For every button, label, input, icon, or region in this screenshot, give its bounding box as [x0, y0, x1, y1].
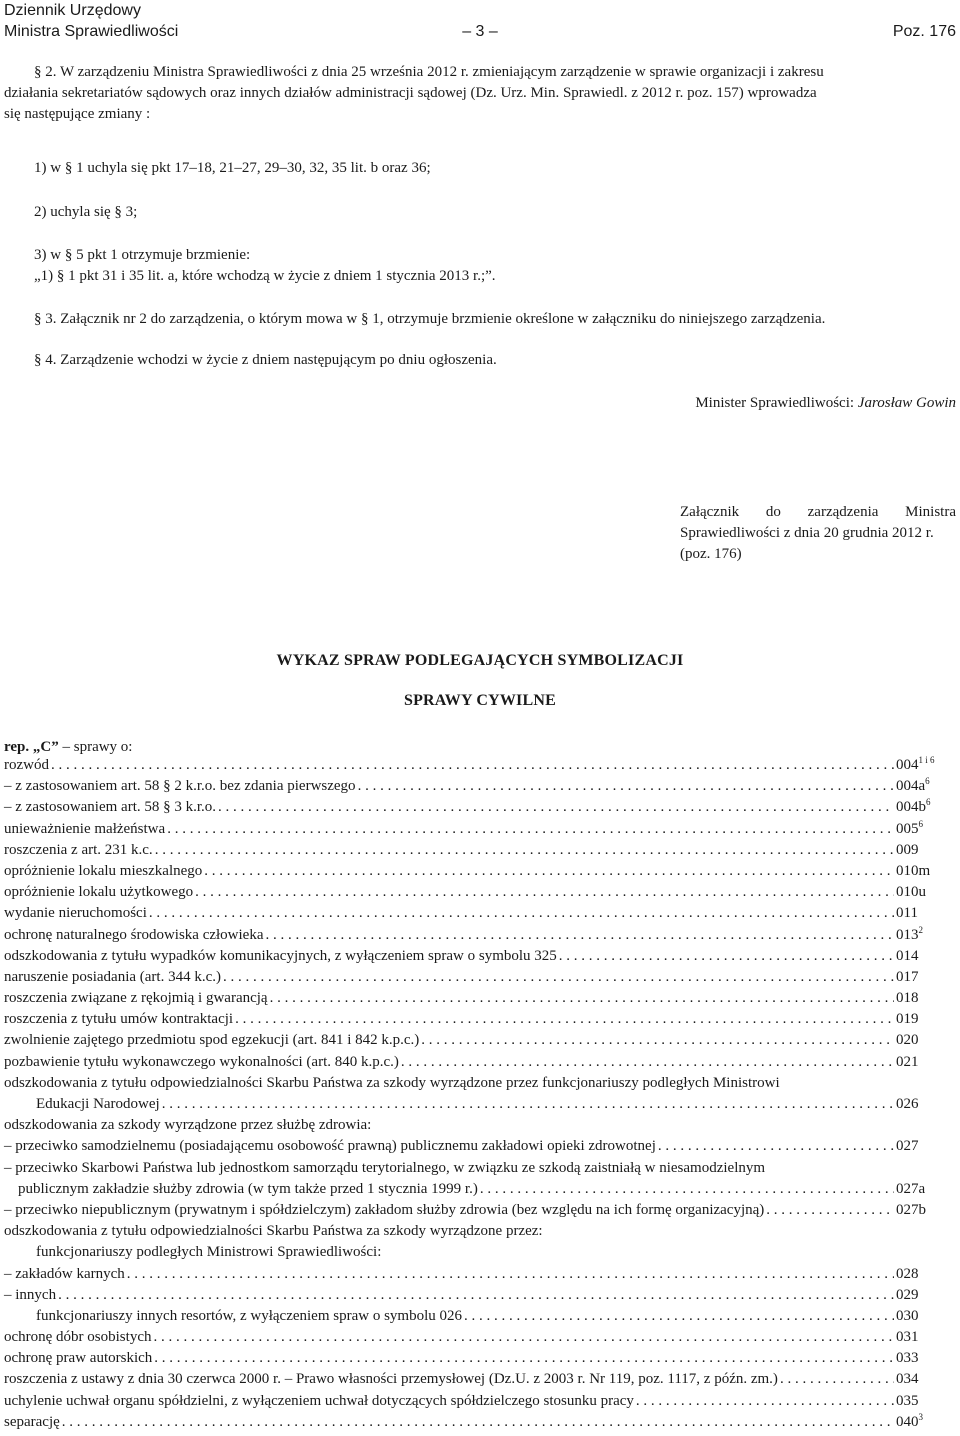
- list-entry: [4, 776, 956, 797]
- entry-label: opróżnienie lokalu użytkowego: [4, 884, 194, 901]
- entry-health-2: [4, 1179, 956, 1200]
- list-entry: [4, 1052, 956, 1073]
- leader-dots: [636, 1391, 894, 1412]
- list-entry: [4, 755, 956, 776]
- treasury-heading: odszkodowania z tytułu odpowiedzialności Skarbu Państwa za szkody wyrządzone przez:: [4, 1223, 543, 1240]
- entry-label: publicznym zakładzie służby zdrowia (w tym także przed 1 stycznia 1999 r.): [18, 1180, 478, 1197]
- entry-label: – z zastosowaniem art. 58 § 2 k.r.o. bez zdania pierwszego: [4, 778, 356, 795]
- para2-line2: działania sekretariatów sądowych oraz innych działów administracji sądowej (Dz. Urz. Min. Sprawiedl. z 2012 r. poz. 157) wprowadza: [4, 85, 817, 101]
- health-heading: odszkodowania za szkody wyrządzone przez służbę zdrowia:: [4, 1117, 372, 1134]
- leader-dots: [780, 1369, 894, 1390]
- list-subtitle: SPRAWY CYWILNE: [403, 692, 556, 709]
- paragraph-2: [4, 62, 956, 125]
- entry-code-value: 004b: [896, 799, 926, 816]
- entry-label: pozbawienie tytułu wykonawczego wykonalności (art. 840 k.p.c.): [4, 1053, 399, 1070]
- entry-label: unieważnienie małżeństwa: [4, 820, 166, 837]
- entry-code-value: 029: [896, 1286, 919, 1303]
- list-entry: [4, 903, 956, 924]
- entry-code-value: 014: [896, 947, 919, 964]
- footnote-ref: 6: [925, 776, 930, 787]
- annex-line1: Załącznik do zarządzenia Ministra: [680, 504, 956, 520]
- footnote-ref: 3: [918, 1411, 923, 1422]
- leader-dots: [154, 1348, 894, 1369]
- list-entry: [4, 925, 956, 946]
- entry-label: – przeciwko samodzielnemu (posiadającemu osobowość prawną) publicznemu zakładowi opieki zdrowotnej: [4, 1138, 656, 1155]
- entry-label: roszczenia związane z rękojmią i gwarancją: [4, 990, 268, 1007]
- signature-name: Jarosław Gowin: [857, 395, 956, 411]
- entry-code: [896, 1052, 956, 1073]
- entries-group-1: [4, 755, 956, 1073]
- entry-health-3: [4, 1200, 956, 1221]
- entry-code-value: 034: [896, 1371, 919, 1388]
- entry-label: ochronę naturalnego środowiska człowieka: [4, 926, 264, 943]
- entry-code-value: 033: [896, 1350, 919, 1367]
- journal-line1: Dziennik Urzędowy: [4, 2, 141, 19]
- entry-code-value: 004: [896, 757, 919, 773]
- list-entry: [4, 946, 956, 967]
- leader-dots: [266, 925, 895, 946]
- leader-dots: [358, 776, 894, 797]
- entry-code-value: 035: [896, 1392, 919, 1409]
- list-entry: [4, 1306, 956, 1327]
- entry-code-value: 021: [896, 1053, 919, 1070]
- entries-group-2: [4, 1264, 956, 1434]
- footnote-ref: 6: [918, 818, 923, 829]
- list-entry: [4, 1285, 956, 1306]
- entry-code: [896, 797, 956, 818]
- leader-dots: [480, 1179, 894, 1200]
- leader-dots: [235, 1009, 894, 1030]
- entry-label: zwolnienie zajętego przedmiotu spod egzekucji (art. 841 i 842 k.p.c.): [4, 1032, 420, 1049]
- amendment-item-1: 1) w § 1 uchyla się pkt 17–18, 21–27, 29–30, 32, 35 lit. b oraz 36;: [34, 160, 431, 176]
- entry-code: [896, 1306, 956, 1327]
- entry-code-value: 019: [896, 1011, 919, 1028]
- entry-code-value: 010u: [896, 884, 926, 901]
- entry-label: – zakładów karnych: [4, 1265, 125, 1282]
- list-entry: [4, 882, 956, 903]
- entry-label: ochronę praw autorskich: [4, 1350, 153, 1367]
- leader-dots: [155, 840, 894, 861]
- entry-label: separację: [4, 1413, 60, 1430]
- signature-prefix: Minister Sprawiedliwości:: [695, 395, 858, 411]
- list-entry: [4, 1348, 956, 1369]
- entry-code: [896, 1369, 956, 1390]
- entry-code: 027: [896, 1138, 919, 1155]
- paragraph-3: § 3. Załącznik nr 2 do zarządzenia, o którym mowa w § 1, otrzymuje brzmienie określone w załączniku do niniejszego zarządzenia.: [34, 311, 826, 327]
- entry-label: roszczenia z ustawy z dnia 30 czerwca 2000 r. – Prawo własności przemysłowej (Dz.U. z 2003 r. Nr 119, poz. 1117, z późn. zm.): [4, 1371, 778, 1388]
- journal-line2: Ministra Sprawiedliwości: [4, 23, 179, 40]
- entry-label: funkcjonariuszy innych resortów, z wyłączeniem spraw o symbolu 026: [36, 1307, 462, 1324]
- entry-label: roszczenia z tytułu umów kontraktacji: [4, 1011, 234, 1028]
- treasury-sub: funkcjonariuszy podległych Ministrowi Sprawiedliwości:: [36, 1244, 382, 1261]
- amendment-item-3-quote: „1) § 1 pkt 31 i 35 lit. a, które wchodzą w życie z dniem 1 stycznia 2013 r.;”.: [34, 268, 496, 284]
- entry-label: odszkodowania z tytułu wypadków komunikacyjnych, z wyłączeniem spraw o symbolu 325: [4, 947, 557, 964]
- entry-code: [896, 903, 956, 924]
- leader-dots: [51, 755, 894, 776]
- amendment-item-3: 3) w § 5 pkt 1 otrzymuje brzmienie:: [34, 247, 251, 263]
- leader-dots: [127, 1264, 894, 1285]
- footnote-ref: 6: [926, 797, 931, 808]
- entry-code-value: 011: [896, 905, 918, 922]
- leader-dots: [195, 882, 894, 903]
- entry-code-value: 017: [896, 968, 919, 985]
- entry-label: – innych: [4, 1286, 57, 1303]
- entry-code: [896, 882, 956, 903]
- leader-dots: [658, 1136, 894, 1157]
- entry-code: [896, 861, 956, 882]
- entry-label: opróżnienie lokalu mieszkalnego: [4, 862, 203, 879]
- entry-health-1: [4, 1136, 956, 1157]
- entry-code: [896, 755, 956, 776]
- entry-code: [896, 1348, 956, 1369]
- entry-code-value: 040: [896, 1413, 919, 1430]
- entry-code-value: 020: [896, 1032, 919, 1049]
- page-header: [4, 0, 956, 44]
- leader-dots: [464, 1306, 894, 1327]
- entry-label: wydanie nieruchomości: [4, 905, 147, 922]
- entry-edu: [4, 1094, 956, 1115]
- entry-code: [896, 1285, 956, 1306]
- entry-code: 027b: [896, 1201, 926, 1218]
- entry-label: naruszenie posiadania (art. 344 k.c.): [4, 968, 221, 985]
- entry-edu-line1: odszkodowania z tytułu odpowiedzialności Skarbu Państwa za szkody wyrządzone przez funkcjonariuszy podległych Ministrowi: [4, 1074, 780, 1091]
- leader-dots: [270, 988, 894, 1009]
- case-symbol-list: [4, 755, 956, 1433]
- entry-label: rozwód: [4, 757, 49, 773]
- entry-code-value: 004a: [896, 778, 926, 795]
- entry-code-value: 030: [896, 1307, 919, 1324]
- leader-dots: [149, 903, 894, 924]
- leader-dots: [162, 1094, 894, 1115]
- entry-code: [896, 776, 956, 797]
- entry-code: [896, 819, 956, 840]
- leader-dots: [218, 797, 894, 818]
- footnote-ref: 1 i 6: [918, 755, 935, 765]
- leader-dots: [62, 1412, 894, 1433]
- leader-dots: [167, 819, 894, 840]
- entry-code-value: 018: [896, 990, 919, 1007]
- leader-dots: [401, 1052, 894, 1073]
- entry-code: [896, 946, 956, 967]
- entry-code: [896, 967, 956, 988]
- para2-line1: § 2. W zarządzeniu Ministra Sprawiedliwości z dnia 25 września 2012 r. zmieniającym zarządzenie w sprawie organizacji i zakresu: [34, 64, 824, 80]
- annex-line3: (poz. 176): [680, 546, 742, 562]
- list-entry: [4, 861, 956, 882]
- list-entry: [4, 967, 956, 988]
- list-entry: [4, 1369, 956, 1390]
- entry-label: Edukacji Narodowej: [36, 1096, 160, 1112]
- entry-code: [896, 1412, 956, 1433]
- list-title: WYKAZ SPRAW PODLEGAJĄCYCH SYMBOLIZACJI: [276, 652, 684, 669]
- footnote-ref: 2: [918, 924, 923, 935]
- entry-code-value: 009: [896, 841, 919, 858]
- leader-dots: [153, 1327, 894, 1348]
- leader-dots: [58, 1285, 894, 1306]
- entry-code: [896, 1391, 956, 1412]
- annex-line2: Sprawiedliwości z dnia 20 grudnia 2012 r.: [680, 525, 934, 541]
- signature: [695, 393, 956, 414]
- entry-label: – z zastosowaniem art. 58 § 3 k.r.o.: [4, 799, 217, 816]
- entry-code: [896, 1030, 956, 1051]
- paragraph-4: § 4. Zarządzenie wchodzi w życie z dniem następującym po dniu ogłoszenia.: [34, 352, 497, 368]
- list-entry: [4, 1412, 956, 1433]
- entry-code-value: 031: [896, 1329, 919, 1346]
- list-entry: [4, 1327, 956, 1348]
- entry-code-value: 013: [896, 926, 919, 943]
- page-number: – 3 –: [462, 23, 498, 40]
- rep-label: rep. „C”: [4, 739, 59, 755]
- leader-dots: [223, 967, 894, 988]
- entry-code: [896, 1327, 956, 1348]
- entry-label: roszczenia z art. 231 k.c.: [4, 841, 153, 858]
- entry-label: ochronę dóbr osobistych: [4, 1329, 152, 1346]
- position-number: Poz. 176: [892, 23, 956, 40]
- list-entry: [4, 1391, 956, 1412]
- list-entry: [4, 840, 956, 861]
- list-entry: [4, 1009, 956, 1030]
- list-entry: [4, 1264, 956, 1285]
- annex-heading: [680, 502, 956, 565]
- leader-dots: [204, 861, 894, 882]
- list-entry: [4, 819, 956, 840]
- entry-code: [896, 1009, 956, 1030]
- entry-code: [896, 988, 956, 1009]
- list-entry: [4, 797, 956, 818]
- entry-code: [896, 925, 956, 946]
- leader-dots: [421, 1030, 894, 1051]
- entry-code: [896, 840, 956, 861]
- health-2-line1: – przeciwko Skarbowi Państwa lub jednostkom samorządu terytorialnego, w związku ze szkodą zaistniałą w niesamodzielnym: [4, 1159, 766, 1176]
- amendment-item-2: 2) uchyla się § 3;: [34, 204, 138, 220]
- rep-suffix: – sprawy o:: [58, 739, 133, 755]
- entry-code: 026: [896, 1096, 919, 1112]
- entry-code: 027a: [896, 1180, 926, 1197]
- entry-code-value: 005: [896, 820, 919, 837]
- entry-code-value: 028: [896, 1265, 919, 1282]
- entry-label: uchylenie uchwał organu spółdzielni, z wyłączeniem uchwał dotyczących spółdzielczego stosunku pracy: [4, 1392, 634, 1409]
- entry-label: – przeciwko niepublicznym (prywatnym i spółdzielczym) zakładom służby zdrowia (bez względu na ich formę organizacyjną): [4, 1201, 765, 1218]
- entry-code-value: 010m: [896, 862, 931, 879]
- leader-dots: [559, 946, 894, 967]
- entry-code: [896, 1264, 956, 1285]
- para2-line3: się następujące zmiany :: [4, 106, 151, 122]
- list-entry: [4, 1030, 956, 1051]
- leader-dots: [766, 1200, 894, 1221]
- list-entry: [4, 988, 956, 1009]
